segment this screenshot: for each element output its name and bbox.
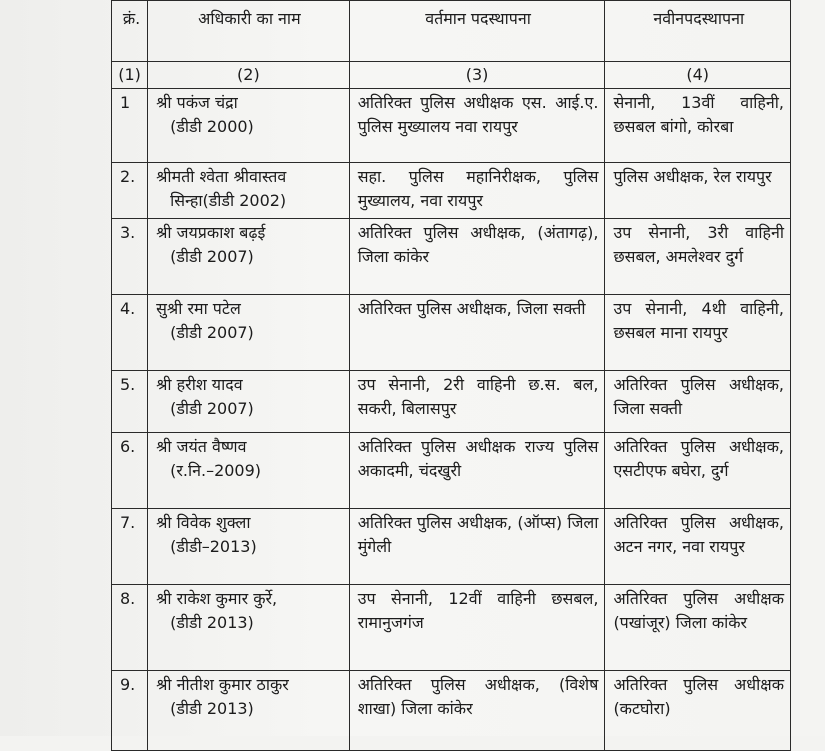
table-row bbox=[112, 671, 791, 751]
officer-batch: (डीडी 2007) bbox=[170, 399, 254, 418]
serial-number-cell: 1 bbox=[112, 89, 148, 163]
new-posting-cell: अतिरिक्त पुलिस अधीक्षक, जिला सक्ती bbox=[605, 371, 791, 433]
serial-number-cell: 8. bbox=[112, 585, 148, 671]
officer-batch: (डीडी 2007) bbox=[170, 323, 254, 342]
officer-name: श्री राकेश कुमार कुर्रे, bbox=[156, 589, 278, 608]
officer-name: सुश्री रमा पटेल bbox=[156, 299, 241, 318]
officer-name: श्री पकंज चंद्रा bbox=[156, 93, 238, 112]
header-serial: क्रं. bbox=[112, 1, 148, 62]
officer-name-cell bbox=[148, 219, 350, 295]
transfer-table bbox=[111, 0, 791, 751]
serial-number-cell: 7. bbox=[112, 509, 148, 585]
column-number: (1) bbox=[112, 62, 148, 89]
new-posting-cell: अतिरिक्त पुलिस अधीक्षक (पखांजूर) जिला कांकेर bbox=[605, 585, 791, 671]
serial-number-cell: 4. bbox=[112, 295, 148, 371]
table-row bbox=[112, 433, 791, 509]
current-posting-cell: सहा. पुलिस महानिरीक्षक, पुलिस मुख्यालय, नवा रायपुर bbox=[349, 163, 605, 219]
column-number: (3) bbox=[349, 62, 605, 89]
header-new-posting: नवीनपदस्थापना bbox=[605, 1, 791, 62]
officer-batch: (डीडी 2000) bbox=[170, 117, 254, 136]
new-posting-cell: उप सेनानी, 4थी वाहिनी, छसबल माना रायपुर bbox=[605, 295, 791, 371]
new-posting-cell: उप सेनानी, 3री वाहिनी छसबल, अमलेश्वर दुर्ग bbox=[605, 219, 791, 295]
officer-batch: (डीडी–2013) bbox=[170, 537, 257, 556]
officer-name-cell bbox=[148, 295, 350, 371]
officer-name: श्री हरीश यादव bbox=[156, 375, 243, 394]
serial-number-cell: 6. bbox=[112, 433, 148, 509]
header-current-posting: वर्तमान पदस्थापना bbox=[349, 1, 605, 62]
column-number: (2) bbox=[148, 62, 350, 89]
current-posting-cell: अतिरिक्त पुलिस अधीक्षक एस. आई.ए. पुलिस मुख्यालय नवा रायपुर bbox=[349, 89, 605, 163]
new-posting-cell: अतिरिक्त पुलिस अधीक्षक, एसटीएफ बघेरा, दुर्ग bbox=[605, 433, 791, 509]
officer-name: श्री नीतीश कुमार ठाकुर bbox=[156, 675, 289, 694]
column-number: (4) bbox=[605, 62, 791, 89]
serial-number-cell: 3. bbox=[112, 219, 148, 295]
officer-batch: सिन्हा(डीडी 2002) bbox=[170, 191, 287, 210]
current-posting-cell: उप सेनानी, 2री वाहिनी छ.स. बल, सकरी, बिलासपुर bbox=[349, 371, 605, 433]
officer-name: श्रीमती श्वेता श्रीवास्तव bbox=[156, 167, 287, 186]
serial-number-cell: 5. bbox=[112, 371, 148, 433]
table-body bbox=[112, 89, 791, 751]
table-row bbox=[112, 509, 791, 585]
current-posting-cell: उप सेनानी, 12वीं वाहिनी छसबल, रामानुजगंज bbox=[349, 585, 605, 671]
header-row bbox=[112, 1, 791, 62]
current-posting-cell: अतिरिक्त पुलिस अधीक्षक राज्य पुलिस अकादमी, चंदखुरी bbox=[349, 433, 605, 509]
new-posting-cell: सेनानी, 13वीं वाहिनी, छसबल बांगो, कोरबा bbox=[605, 89, 791, 163]
serial-number-cell: 2. bbox=[112, 163, 148, 219]
current-posting-cell: अतिरिक्त पुलिस अधीक्षक, (ऑप्स) जिला मुंगेली bbox=[349, 509, 605, 585]
current-posting-cell: अतिरिक्त पुलिस अधीक्षक, (अंतागढ़), जिला कांकेर bbox=[349, 219, 605, 295]
current-posting-cell: अतिरिक्त पुलिस अधीक्षक, जिला सक्ती bbox=[349, 295, 605, 371]
table-row bbox=[112, 219, 791, 295]
table-row bbox=[112, 585, 791, 671]
officer-name: श्री विवेक शुक्ला bbox=[156, 513, 251, 532]
officer-batch: (र.नि.–2009) bbox=[170, 461, 262, 480]
header-officer-name: अधिकारी का नाम bbox=[148, 1, 350, 62]
officer-name: श्री जयप्रकाश बढ़ई bbox=[156, 223, 266, 242]
officer-name-cell bbox=[148, 585, 350, 671]
new-posting-cell: अतिरिक्त पुलिस अधीक्षक, अटन नगर, नवा रायपुर bbox=[605, 509, 791, 585]
officer-name-cell bbox=[148, 509, 350, 585]
current-posting-cell: अतिरिक्त पुलिस अधीक्षक, (विशेष शाखा) जिला कांकेर bbox=[349, 671, 605, 751]
officer-batch: (डीडी 2007) bbox=[170, 247, 254, 266]
serial-number-cell: 9. bbox=[112, 671, 148, 751]
officer-name-cell bbox=[148, 671, 350, 751]
new-posting-cell: अतिरिक्त पुलिस अधीक्षक (कटघोरा) bbox=[605, 671, 791, 751]
officer-batch: (डीडी 2013) bbox=[170, 613, 254, 632]
officer-name-cell bbox=[148, 89, 350, 163]
column-number-row bbox=[112, 62, 791, 89]
table-row bbox=[112, 89, 791, 163]
officer-name-cell bbox=[148, 163, 350, 219]
table-row bbox=[112, 295, 791, 371]
table-row bbox=[112, 371, 791, 433]
officer-name-cell bbox=[148, 371, 350, 433]
table-row bbox=[112, 163, 791, 219]
officer-batch: (डीडी 2013) bbox=[170, 699, 254, 718]
officer-name: श्री जयंत वैष्णव bbox=[156, 437, 247, 456]
new-posting-cell: पुलिस अधीक्षक, रेल रायपुर bbox=[605, 163, 791, 219]
officer-name-cell bbox=[148, 433, 350, 509]
